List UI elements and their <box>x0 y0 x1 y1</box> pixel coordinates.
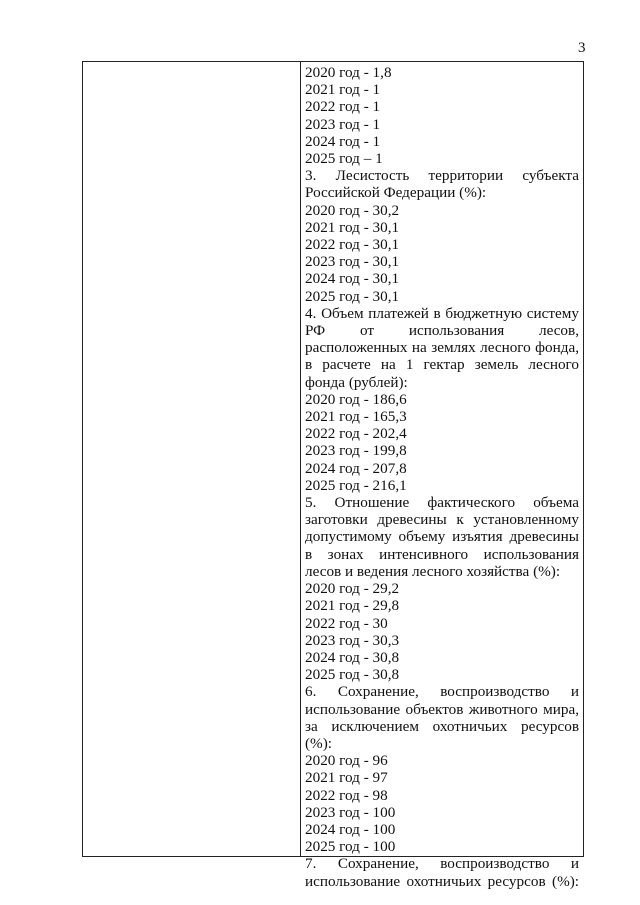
year-value-line: 2021 год - 29,8 <box>305 597 400 615</box>
year-value-line: 2024 год - 30,8 <box>305 648 400 666</box>
year-value-line: 2025 год - 30,1 <box>305 287 400 305</box>
indicator-heading: 3. Лесистость территории субъекта Российской Федерации (%): <box>305 167 579 202</box>
year-value-line: 2024 год - 207,8 <box>305 459 407 477</box>
year-value-line: 2022 год - 1 <box>305 98 381 116</box>
indicator-block-7 <box>305 855 579 889</box>
year-value-line: 2021 год - 30,1 <box>305 218 400 236</box>
year-value-line: 2023 год - 1 <box>305 115 381 133</box>
year-value-line: 2024 год - 1 <box>305 132 381 150</box>
year-value-line: 2020 год - 30,2 <box>305 201 400 219</box>
year-value-line: 2021 год - 165,3 <box>305 408 407 426</box>
table-left-column <box>83 62 301 856</box>
year-value-line: 2025 год – 1 <box>305 150 383 168</box>
year-value-line: 2023 год - 199,8 <box>305 442 407 460</box>
table-right-column <box>301 62 583 890</box>
year-value-line: 2022 год - 202,4 <box>305 425 407 443</box>
year-value-line: 2020 год - 96 <box>305 752 388 770</box>
indicator-block-5 <box>305 494 579 683</box>
year-value-line: 2023 год - 30,1 <box>305 253 400 271</box>
year-value-line: 2020 год - 186,6 <box>305 390 407 408</box>
indicator-heading: 5. Отношение фактического объема заготовки древесины к установленному допустимому объему изъятия древесины в зонах интенсивного использования лесов и ведения лесного хозяйства (%): <box>305 494 579 580</box>
year-value-line: 2022 год - 98 <box>305 786 388 804</box>
year-value-line: 2020 год - 1,8 <box>305 64 392 81</box>
indicator-heading: 4. Объем платежей в бюджетную систему РФ от использования лесов, расположенных на землях лесного фонда, в расчете на 1 гектар земель лесного фонда (рублей): <box>305 304 579 391</box>
year-value-line: 2021 год - 1 <box>305 81 381 99</box>
year-value-line: 2024 год - 30,1 <box>305 270 400 288</box>
year-value-line: 2023 год - 30,3 <box>305 631 400 649</box>
indicator-heading: 7. Сохранение, воспроизводство и использование охотничьих ресурсов (%): <box>305 855 579 890</box>
year-value-line: 2020 год - 29,2 <box>305 580 400 598</box>
indicator-block-4 <box>305 305 579 494</box>
year-value-line: 2025 год - 30,8 <box>305 666 400 684</box>
indicator-block-6 <box>305 683 579 855</box>
year-value-line: 2022 год - 30 <box>305 614 388 632</box>
year-value-line: 2024 год - 100 <box>305 820 396 838</box>
year-value-line: 2023 год - 100 <box>305 803 396 821</box>
indicator-heading: 6. Сохранение, воспроизводство и использование объектов животного мира, за исключением охотничьих ресурсов (%): <box>305 683 579 752</box>
page-number: 3 <box>578 40 586 56</box>
indicator-block-2-values <box>305 64 579 167</box>
year-value-line: 2022 год - 30,1 <box>305 236 400 254</box>
year-value-line: 2021 год - 97 <box>305 769 388 787</box>
year-value-line: 2025 год - 216,1 <box>305 476 407 494</box>
year-value-line: 2025 год - 100 <box>305 838 396 856</box>
indicator-table <box>82 61 584 890</box>
indicator-block-3 <box>305 167 579 305</box>
